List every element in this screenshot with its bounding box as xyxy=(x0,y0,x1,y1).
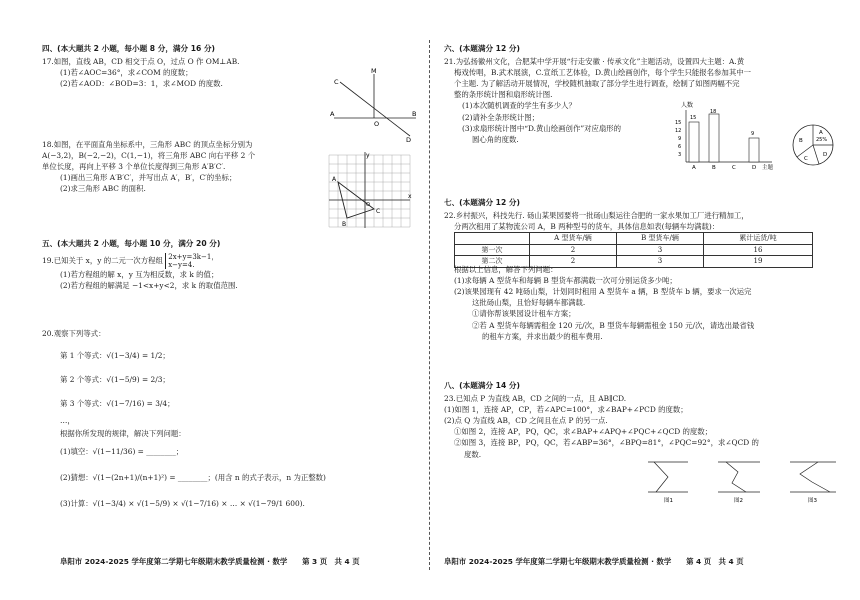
ytick-15: 15 xyxy=(675,120,682,126)
xcat-b: B xyxy=(712,165,716,171)
section-7-heading: 七、(本题满分 12 分) xyxy=(444,198,520,207)
fig18-label-b: B xyxy=(342,221,347,228)
q22-part2-cont: 这批砀山梨，且恰好每辆车都满载. xyxy=(472,298,586,308)
q19-equation-system xyxy=(165,253,218,269)
q19-stem: 19.已知关于 x，y 的二元一次方程组 xyxy=(42,256,163,266)
table-header-cell: A 型货车/辆 xyxy=(530,233,617,245)
q17-part2: (2)若∠AOD：∠BOD=3：1，求∠MOD 的度数. xyxy=(60,79,223,89)
q20-part3: √(1−3/4) × √(1−5/9) × √(1−7/16) × … × √(1−79/1 600). xyxy=(92,499,305,508)
q17-part1: (1)若∠AOC=36°，求∠COM 的度数； xyxy=(60,68,193,78)
section-6-heading: 六、(本题满分 12 分) xyxy=(444,44,520,53)
q22-table xyxy=(454,232,813,268)
q20-part2-label: (2)猜想： xyxy=(60,473,93,482)
q18-stem-line1: 18.如图，在平面直角坐标系中，三角形 ABC 的顶点坐标分别为 xyxy=(42,140,253,149)
ytick-3: 3 xyxy=(678,152,682,158)
table-cell: 3 xyxy=(617,244,704,256)
q22-stem-line2: 分两次租用了某物流公司 A，B 两种型号的货车，具体信息如表(每辆车均满载)： xyxy=(454,222,720,232)
q22-part2-sub1: ①请你帮该果园设计租车方案； xyxy=(472,309,576,319)
q23-part2-sub2: ②如图 3，连接 BP，PQ，QC，若∠ABP=36°，∠BPQ=81°，∠PQC=92°，求∠QCD 的 xyxy=(454,438,759,448)
bar-chart-xlabel: 主题 xyxy=(762,165,774,171)
table-cell: 16 xyxy=(704,244,813,256)
fig18-origin: O xyxy=(366,202,370,208)
fig18-axis-y: y xyxy=(366,152,370,159)
q22-part2: (2)该果园现有 42 吨砀山梨，计划同时租用 A 型货车 a 辆，B 型货车 b 辆，要求一次运完 xyxy=(454,287,752,297)
q21-part3-cont: 圆心角的度数. xyxy=(472,134,519,144)
q20-eq3: √(1−7/16) = 3/4； xyxy=(106,399,175,408)
q19-part2: (2)若方程组的解满足 −1<x+y<2，求 k 的取值范围. xyxy=(60,281,238,291)
table-cell: 3 xyxy=(617,256,704,268)
bar-label-b: 18 xyxy=(710,109,717,115)
fig17-label-m: M xyxy=(371,67,377,75)
bar-label-a: 15 xyxy=(690,115,697,121)
table-cell: 19 xyxy=(704,256,813,268)
bar-a xyxy=(689,122,699,162)
fig17-label-d: D xyxy=(406,136,412,144)
q22-part2-sub2-cont: 的租车方案，并求出最少的租车费用. xyxy=(482,331,603,341)
q20-instruction: 根据你所发现的规律，解决下列问题： xyxy=(60,429,186,438)
q20-stem: 20.观察下列等式： xyxy=(42,329,106,338)
question-22-parts xyxy=(454,264,754,342)
q18-part2: (2)求三角形 ABC 的面积. xyxy=(60,184,146,194)
q17-stem: 17.如图，直线 AB，CD 相交于点 O，过点 O 作 OM⊥AB. xyxy=(42,57,240,66)
pie-label-d: D xyxy=(823,152,828,158)
table-cell: 2 xyxy=(530,244,617,256)
figure-21-bar-chart xyxy=(672,100,788,172)
fig18-label-c: C xyxy=(376,208,381,215)
ytick-6: 6 xyxy=(678,144,682,150)
question-23 xyxy=(444,393,759,460)
page-4 xyxy=(430,0,860,600)
q20-eq1: √(1−3/4) = 1/2； xyxy=(106,351,170,360)
q18-stem-line3: 单位长度，再向上平移 3 个单位长度得到三角形 A′B′C′. xyxy=(42,162,226,172)
q20-part2: √(1−(2n+1)/(n+1)²) = ________；(用含 n 的式子表示，n 为正整数) xyxy=(92,473,326,482)
q20-part1: √(1−11/36) = ________； xyxy=(92,447,184,456)
table-header-row xyxy=(455,233,813,245)
footer-page-3: 阜阳市 2024-2025 学年度第二学期七年级期末教学质量检测 · 数学 第 3 页 共 4 页 xyxy=(60,557,360,566)
q20-ellipsis: …， xyxy=(60,416,75,425)
q20-part3-label: (3)计算： xyxy=(60,499,93,508)
q21-stem-line4: 整的条形统计图和扇形统计图. xyxy=(454,90,553,100)
question-18 xyxy=(42,139,255,195)
question-22-stem xyxy=(444,210,749,232)
q21-part3: (3)求扇形统计图中“D.黄山绘画创作”对应扇形的 xyxy=(462,123,622,133)
question-17 xyxy=(42,56,239,89)
q19-equation-1: 2x+y=3k−1， xyxy=(168,253,219,261)
fig17-label-c: C xyxy=(334,78,339,86)
table-cell: 2 xyxy=(530,256,617,268)
ytick-9: 9 xyxy=(678,136,682,142)
table-header-cell: B 型货车/辆 xyxy=(617,233,704,245)
q22-instruction: 根据以上信息，解答下列问题： xyxy=(454,265,558,274)
pie-label-a: A xyxy=(819,130,823,136)
q20-eq1-label: 第 1 个等式： xyxy=(60,351,107,360)
q20-eq3-label: 第 3 个等式： xyxy=(60,399,107,408)
fig17-label-o: O xyxy=(374,120,380,128)
fig18-axis-x: x xyxy=(408,193,412,200)
figure-21-pie-chart xyxy=(788,120,838,170)
q21-part2: (2)请补全条形统计图； xyxy=(462,112,539,122)
q19-equation-2: x−y=4. xyxy=(168,261,195,270)
pie-label-a-pct: 25% xyxy=(816,137,828,143)
bar-d xyxy=(749,138,759,162)
fig23-caption-1: 图1 xyxy=(664,498,673,504)
table-cell: 第一次 xyxy=(455,244,530,256)
q22-stem-line1: 22.乡村振兴，科技先行. 砀山某果园要将一批砀山梨运往合肥的一家水果加工厂进行精加工， xyxy=(444,211,749,220)
section-4-heading: 四、(本大题共 2 小题，每小题 8 分，满分 16 分) xyxy=(42,44,216,53)
q18-stem-line2: A(−3,2)，B(−2,−2)，C(1,−1)，将三角形 ABC 向右平移 2 个 xyxy=(42,151,256,161)
q19-part1: (1)若方程组的解 x，y 互为相反数，求 k 的值； xyxy=(60,270,219,280)
q23-part1: (1)如图 1，连接 AP，CP，若∠APC=100°，求∠BAP+∠PCD 的度数； xyxy=(444,405,688,415)
q23-part2-sub2-cont: 度数. xyxy=(464,449,482,459)
q22-part2-sub2: ②若 A 型货车每辆需租金 120 元/次，B 型货车每辆需租金 150 元/次，请选出最省钱 xyxy=(472,320,755,330)
bar-b xyxy=(709,114,719,162)
xcat-d: D xyxy=(752,165,757,171)
q23-part2-sub1: ①如图 2，连接 AP，PQ，QC，求∠BAP+∠APQ+∠PQC+∠QCD 的度数； xyxy=(454,427,713,437)
pie-label-b: B xyxy=(799,138,803,144)
fig18-label-a: A xyxy=(332,176,337,183)
q20-eq2-label: 第 2 个等式： xyxy=(60,375,107,384)
figure-17 xyxy=(330,66,420,144)
figure-18-grid xyxy=(324,150,414,230)
ytick-12: 12 xyxy=(675,128,682,134)
bar-chart-ylabel: 人数 xyxy=(681,102,694,109)
q23-stem: 23.已知点 P 为直线 AB，CD 之间的一点，且 AB∥CD. xyxy=(444,394,627,403)
table-row xyxy=(455,244,813,256)
table-header-cell xyxy=(455,233,530,245)
fig17-label-b: B xyxy=(412,110,417,118)
fig23-caption-3: 图3 xyxy=(808,498,817,504)
q18-part1: (1)画出三角形 A′B′C′，并写出点 A′，B′，C′的坐标； xyxy=(60,173,237,183)
table-cell: 第二次 xyxy=(455,256,530,268)
pie-label-c: C xyxy=(804,156,808,162)
q21-stem-line2: 梅戏传唱，B.武术展演，C.宣纸工艺体验，D.黄山绘画创作，每个学生只能报名参加其中一 xyxy=(454,68,751,78)
xcat-c: C xyxy=(732,165,736,171)
section-8-heading: 八、(本题满分 14 分) xyxy=(444,381,520,390)
question-19 xyxy=(42,253,238,291)
fig17-label-a: A xyxy=(330,110,335,118)
xcat-a: A xyxy=(692,165,696,171)
q21-part1: (1)本次随机调查的学生有多少人？ xyxy=(462,101,576,111)
q20-part1-label: (1)填空： xyxy=(60,447,93,456)
q23-part2: (2)点 Q 为直线 AB，CD 之间且在点 P 的另一点. xyxy=(444,416,608,426)
table-header-cell: 累计运货/吨 xyxy=(704,233,813,245)
q21-stem-line1: 21.为弘扬徽州文化，合肥某中学开展“行走安徽 · 传承文化”主题活动，设置四大主题：A.黄 xyxy=(444,57,745,66)
figure-23-set xyxy=(642,454,852,504)
footer-page-4: 阜阳市 2024-2025 学年度第二学期七年级期末教学质量检测 · 数学 第 4 页 共 4 页 xyxy=(444,557,744,566)
q20-eq2: √(1−5/9) = 2/3； xyxy=(106,375,170,384)
q22-part1: (1)求每辆 A 型货车和每辆 B 型货车都满载一次可分别运货多少吨； xyxy=(454,276,677,286)
bar-label-d: 9 xyxy=(751,131,755,137)
section-5-heading: 五、(本大题共 2 小题，每小题 10 分，满分 20 分) xyxy=(42,239,221,248)
q21-stem-line3: 个主题. 为了解活动开展情况，学校随机抽取了部分学生进行调查，绘制了如图两幅不完 xyxy=(454,79,740,89)
fig23-caption-2: 图2 xyxy=(734,498,743,504)
